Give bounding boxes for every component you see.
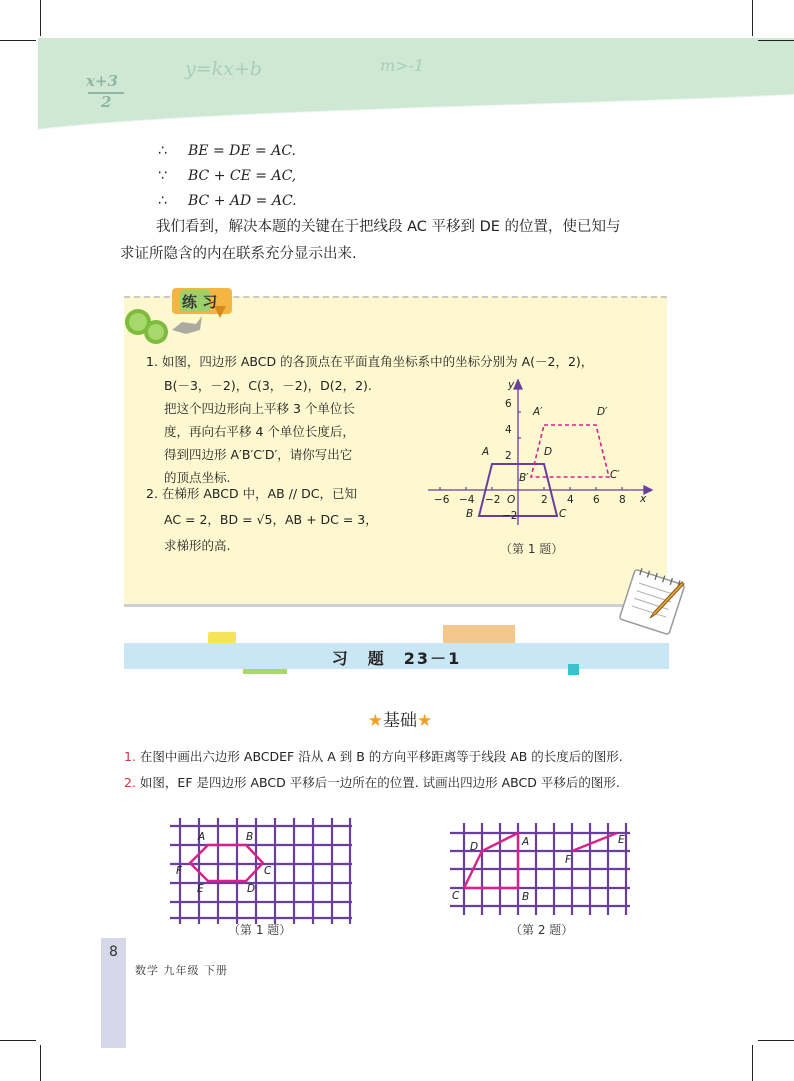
header-fraction-denominator: 2 [101, 93, 112, 111]
crop-mark [40, 1045, 41, 1081]
point-label-b-prime: B′ [519, 472, 529, 484]
x-tick-label: −6 [434, 494, 450, 506]
point-label: F [565, 854, 572, 866]
point-label: E [618, 834, 625, 846]
point-label-c-prime: C′ [610, 469, 620, 481]
proof-line [158, 193, 297, 209]
practice-q1-line: 的顶点坐标. [164, 470, 231, 485]
explanation-paragraph-line1: 我们看到，解决本题的关键在于把线段 AC 平移到 DE 的位置，使已知与 [156, 219, 621, 235]
x-tick-label: 6 [593, 494, 600, 506]
y-tick-label: −2 [502, 510, 518, 522]
practice-figure-caption: （第 1 题） [500, 542, 564, 556]
point-label: D [470, 841, 479, 853]
basic-section-text: 基础 [383, 711, 417, 731]
crop-mark [758, 40, 794, 41]
exercise-text: 在图中画出六边形 ABCDEF 沿从 A 到 B 的方向平移距离等于线段 AB 的长度后的图形. [139, 749, 623, 764]
star-icon: ★ [417, 711, 433, 731]
exercise-item [124, 747, 623, 765]
point-label: B [246, 831, 254, 843]
point-label: E [197, 883, 204, 895]
x-tick-label: 2 [541, 494, 548, 506]
point-label: A [198, 831, 206, 843]
coordinate-figure [424, 375, 654, 545]
book-title-footer: 数学 九年级 下册 [135, 964, 228, 977]
exercise-number: 1. [124, 749, 136, 764]
exercise-text: 如图，EF 是四边形 ABCD 平移后一边所在的位置. 试画出四边形 ABCD 平移后的图形. [139, 775, 620, 790]
proof-line [158, 143, 296, 159]
point-label: C [452, 890, 460, 902]
basic-section-label [340, 706, 460, 731]
crop-mark [752, 1045, 753, 1081]
star-icon: ★ [367, 711, 383, 731]
proof-symbol: ∴ [158, 143, 167, 159]
quadrilateral-translated [531, 425, 609, 477]
origin-label: O [507, 494, 516, 506]
proof-symbol: ∴ [158, 193, 167, 209]
practice-q1-line: 1. 如图，四边形 ABCD 的各顶点在平面直角坐标系中的坐标分别为 A(－2，2)， [146, 354, 594, 369]
practice-q1-line: 得到四边形 A′B′C′D′，请你写出它 [164, 447, 353, 462]
x-tick-label: 8 [619, 494, 626, 506]
practice-q1-line: B(－3，－2)，C(3，－2)，D(2，2). [164, 378, 372, 393]
crop-mark [0, 40, 36, 41]
crop-mark [752, 0, 753, 36]
proof-expression: BC + AD = AC. [188, 193, 297, 209]
practice-q1-line: 把这个四边形向上平移 3 个单位长 [164, 401, 355, 416]
point-label-b: B [466, 508, 474, 520]
crop-mark [40, 0, 41, 36]
exercise-section-title: 习 题 23－1 [331, 649, 462, 668]
header-formula-inequality: m>-1 [380, 56, 425, 75]
figure1-caption: （第 1 题） [228, 923, 292, 937]
decor-tab-orange [443, 625, 515, 645]
header-fraction-numerator: x+3 [86, 72, 118, 90]
segment-ef [572, 833, 617, 851]
practice-label: 练 习 [182, 293, 218, 311]
x-tick-label: −2 [485, 494, 501, 506]
y-axis-label: y [508, 379, 515, 391]
practice-q2-line: 2. 在梯形 ABCD 中，AB // DC，已知 [146, 486, 357, 501]
point-label: F [176, 865, 183, 877]
page-number: 8 [109, 944, 118, 960]
crop-mark [0, 1040, 36, 1041]
practice-q2-line: 求梯形的高. [164, 538, 231, 553]
proof-expression: BC + CE = AC, [188, 168, 297, 184]
point-label-a: A [482, 446, 490, 458]
practice-q2-line: AC = 2，BD = √5，AB + DC = 3， [164, 512, 378, 527]
hexagon-grid-figure [170, 818, 360, 924]
proof-expression: BE = DE = AC. [188, 143, 296, 159]
y-tick-label: 2 [505, 450, 512, 462]
exercise-number: 2. [124, 775, 136, 790]
y-tick-label: 6 [505, 398, 512, 410]
y-tick-label: 4 [505, 424, 512, 436]
point-label-c: C [559, 508, 567, 520]
point-label: B [522, 891, 530, 903]
point-label: D [247, 883, 256, 895]
x-tick-label: 4 [567, 494, 574, 506]
practice-q1-line: 度，再向右平移 4 个单位长度后， [164, 424, 355, 439]
notepad-icon [616, 566, 696, 638]
point-label: A [522, 836, 530, 848]
point-label: C [264, 865, 272, 877]
quadrilateral-grid-figure [450, 815, 632, 915]
header-formula-line: y=kx+b [185, 58, 262, 80]
explanation-paragraph-line2: 求证所隐含的内在联系充分显示出来. [120, 246, 357, 262]
point-label-d-prime: D′ [597, 406, 608, 418]
x-axis-label: x [640, 493, 647, 505]
exercise-item [124, 773, 620, 791]
figure2-caption: （第 2 题） [510, 923, 574, 937]
decor-square-teal [568, 664, 579, 675]
proof-line [158, 168, 296, 184]
point-label-a-prime: A′ [533, 406, 543, 418]
crop-mark [758, 1040, 794, 1041]
x-tick-label: −4 [459, 494, 475, 506]
proof-symbol: ∵ [158, 168, 167, 184]
y-axis-arrow [514, 380, 522, 389]
point-label-d: D [544, 446, 553, 458]
